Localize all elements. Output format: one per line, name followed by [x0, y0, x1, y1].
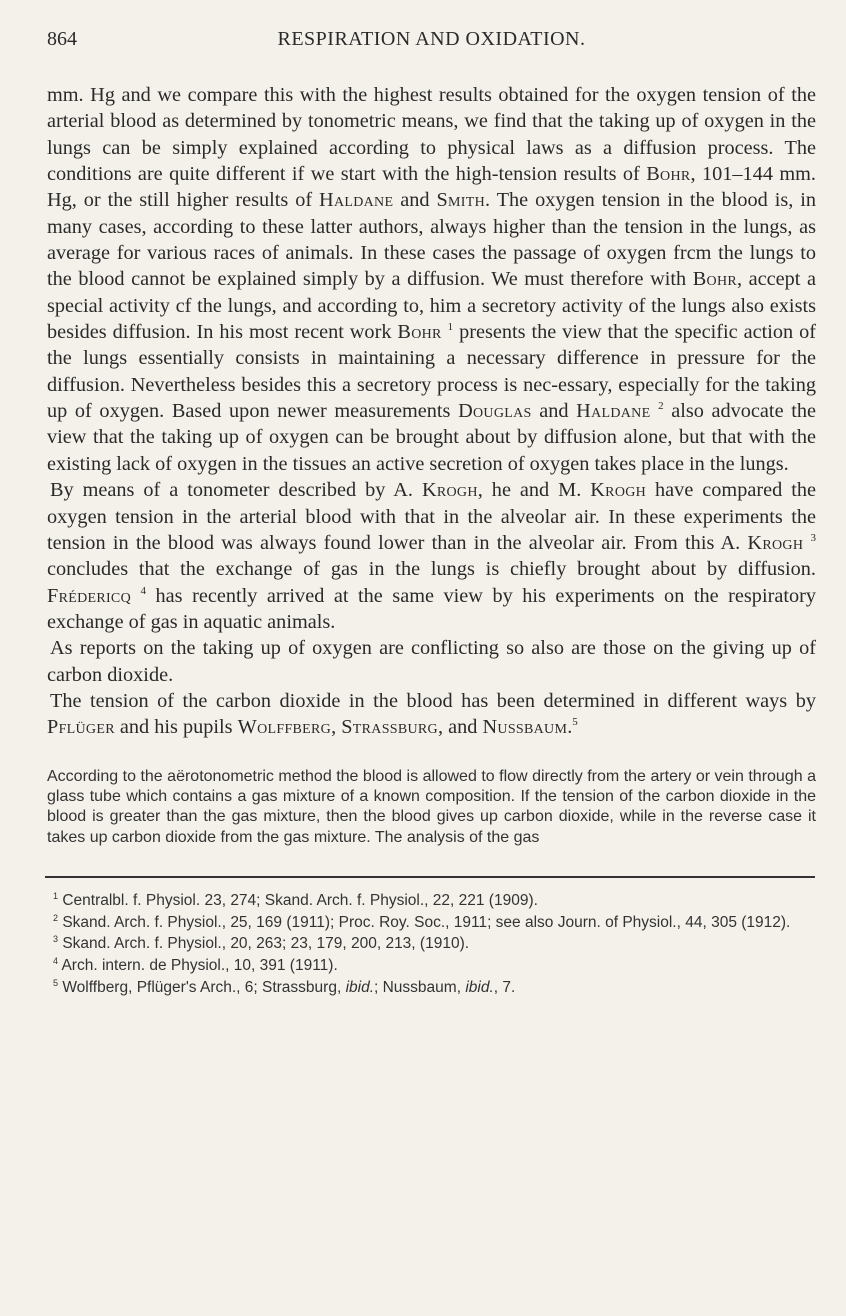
author-name: Krogh — [590, 479, 647, 502]
footnote-2: $^2$ Skand. Arch. f. Physiol., 25, 169 (1911); Proc. Roy. Soc., 1911; see also Journ. of Physiol., 44, 305 (1912). — [53, 912, 791, 931]
main-text — [47, 82, 816, 741]
author-name: Haldane — [576, 400, 651, 423]
footnote-ref: 5 — [572, 716, 578, 729]
running-head — [47, 28, 816, 54]
footnote-divider — [45, 876, 815, 878]
paragraph-3: As reports on the taking up of oxygen are conflicting so also are those on the giving up of carbon dioxide. — [47, 637, 816, 686]
small-print-paragraph: According to the aërotonometric method the blood is allowed to flow directly from the artery or vein through a glass tube which contains a gas mixture of a known composition. If the tension of the carbon dioxide in the blood is greater than the gas mixture, then the blood gives up carbon dioxide, while in the reverse case it takes up carbon dioxide from the gas mixture. The analysis of the gas — [47, 767, 816, 846]
paragraph-1: mm. Hg and we compare this with the highest results obtained for the oxygen tension of the arterial blood as determined by tonometric means, we find that the taking up of oxygen in the lungs can be simply explained according to physical laws as a diffusion process. The conditions are quite different if we start with the high-tension results of Bohr, 101–144 mm. Hg, or the still higher results of Haldane and Smith. The oxygen tension in the blood is, in many cases, according to these latter authors, always higher than the tension in the lungs, as average for various races of animals. In these cases the passage of oxygen frcm the lungs to the blood cannot be explained simply by a diffusion. We must therefore with Bohr, accept a special activity cf the lungs, and according to, him a secretory activity of the lungs also exists besides diffusion. In his most recent work Bohr $^1$ presents the view that the specific action of the lungs essentially consists in maintaining a necessary difference in pressure for the diffusion. Nevertheless besides this a secretory process is nec-essary, especially for the taking up of oxygen. Based upon newer measurements Douglas and Haldane $^2$ also advocate the view that the taking up of oxygen can be brought about by diffusion alone, but that with the existing lack of oxygen in the tissues an active secretion of oxygen takes place in the lungs. — [47, 84, 816, 475]
author-name: Strassburg — [341, 716, 438, 739]
footnote-5: $^5$ Wolffberg, Pflüger's Arch., 6; Strassburg, ibid.; Nussbaum, ibid., 7. — [53, 977, 516, 996]
paragraph-4: The tension of the carbon dioxide in the blood has been determined in different ways by Pflüger and his pupils Wolffberg, Strassburg, and Nussbaum.$^5$ — [47, 689, 816, 739]
author-name: Haldane — [319, 189, 394, 212]
author-name: Nussbaum — [482, 716, 568, 739]
footnote-4: $^4$ Arch. intern. de Physiol., 10, 391 (1911). — [53, 955, 338, 974]
paragraph-2: By means of a tonometer described by A. Krogh, he and M. Krogh have compared the oxygen tension in the arterial blood with that in the alveolar air. In these experiments the tension in the blood was always found lower than in the alveolar air. From this A. Krogh $^3$ concludes that the exchange of gas in the lungs is chiefly brought about by diffusion. Frédericq $^4$ has recently arrived at the same view by his experiments on the respiratory exchange of gas in aquatic animals. — [47, 479, 817, 633]
author-name: Bohr — [397, 321, 442, 344]
author-name: Smith — [436, 189, 486, 212]
footnote-1: $^1$ Centralbl. f. Physiol. 23, 274; Skand. Arch. f. Physiol., 22, 221 (1909). — [53, 891, 538, 910]
footnote-3: $^3$ Skand. Arch. f. Physiol., 20, 263; 23, 179, 200, 213, (1910). — [53, 934, 470, 953]
footnote-ref: 3 — [810, 532, 816, 545]
author-name: Douglas — [458, 400, 532, 423]
author-name: Wolffberg — [237, 716, 332, 739]
author-name: Krogh — [421, 479, 478, 502]
footnotes — [47, 890, 816, 998]
author-name: Bohr — [646, 163, 691, 186]
page-number: 864 — [47, 28, 77, 50]
footnote-ref: 2 — [658, 400, 664, 413]
author-name: Krogh — [747, 531, 804, 554]
author-name: Pflüger — [47, 716, 115, 739]
footnote-ref: 4 — [140, 584, 147, 597]
author-name: Frédericq — [47, 584, 131, 607]
running-title: RESPIRATION AND OXIDATION. — [277, 28, 586, 50]
footnote-ref: 1 — [447, 321, 454, 334]
author-name: Bohr — [692, 268, 737, 291]
